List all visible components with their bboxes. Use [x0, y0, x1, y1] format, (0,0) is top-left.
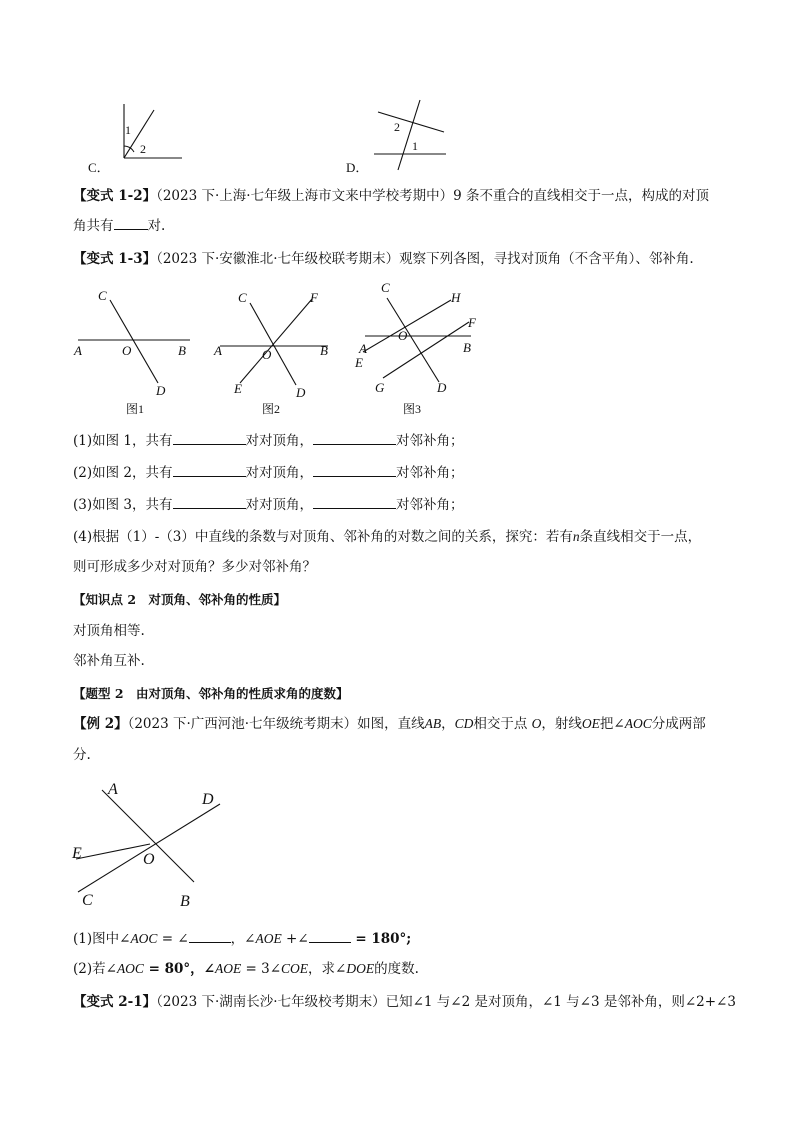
q1-text-f: +∠	[281, 931, 309, 947]
variant-2-1-line	[73, 992, 736, 1012]
type-2-heading: 【题型 2 由对顶角、邻补角的性质求角的度数】	[73, 686, 349, 701]
q2-angle-coe: COE	[281, 961, 309, 976]
ray-oe	[76, 844, 150, 859]
question-4-n: n	[572, 529, 580, 544]
angle-2-label: 2	[140, 142, 146, 156]
point-o-label: O	[262, 347, 272, 362]
figure-3	[353, 280, 488, 420]
question-3-end: 对邻补角；	[396, 497, 464, 513]
example-2-line2: 分.	[73, 747, 91, 763]
q2-angle-aoc: AOC	[116, 961, 144, 976]
point-d-label: D	[156, 383, 166, 398]
blank-vertical-angles-1[interactable]	[173, 430, 246, 445]
variant-2-1-text: （2023 下·湖南长沙·七年级校考期末）已知∠1 与∠2 是对顶角，∠1 与∠3 是邻补角，则∠2+∠3	[156, 994, 736, 1010]
variant-1-2-text-b: 对.	[147, 218, 166, 234]
question-2-end: 对邻补角；	[396, 465, 464, 481]
question-3-lead: (3)如图 3，共有	[73, 497, 173, 513]
transversal	[398, 100, 420, 170]
question-4-text-c: 则可形成多少对对顶角？多少对邻补角？	[73, 559, 316, 575]
point-c-label: C	[82, 892, 93, 909]
q2-angle-aoe: AOE	[215, 961, 242, 976]
point-b-label: B	[463, 340, 471, 355]
q1-text-g: = 180°;	[350, 931, 412, 947]
variant-1-2-line1	[73, 186, 709, 206]
point-h-label: H	[451, 290, 461, 305]
question-4-text-a: (4)根据（1）-（3）中直线的条数与对顶角、邻补角的对数之间的关系，探究：若有	[73, 529, 573, 545]
point-e-label: E	[234, 381, 242, 396]
line-cd-ref: CD	[454, 716, 474, 731]
figure-1-caption: 图1	[126, 402, 145, 416]
point-o-label: O	[122, 343, 132, 358]
q1-angle-aoc: AOC	[130, 931, 158, 946]
angle-1-label: 1	[125, 123, 131, 137]
point-o-ref: O	[531, 716, 542, 731]
example-2-question-1	[73, 928, 411, 949]
question-1-lead: (1)如图 1，共有	[73, 433, 173, 449]
example-2-question-2	[73, 959, 419, 979]
question-3-mid: 对对顶角，	[245, 497, 314, 513]
point-c-label: C	[238, 290, 247, 305]
point-b-label: B	[320, 343, 328, 358]
blank-vertical-angles-3[interactable]	[173, 494, 246, 509]
angle-2-label: 2	[394, 120, 400, 134]
q2-angle-doe: DOE	[346, 961, 375, 976]
angle-1-label: 1	[412, 139, 418, 153]
line-cd	[387, 298, 439, 382]
line-cd	[110, 300, 158, 383]
blank-adjacent-angles-3[interactable]	[313, 494, 396, 509]
question-4-text-b: 条直线相交于一点，	[579, 529, 702, 545]
blank-adjacent-angles-2[interactable]	[313, 462, 396, 477]
point-a-label: A	[108, 781, 118, 798]
option-c-label: C．	[88, 160, 110, 175]
q2-text-g: ，求∠	[308, 961, 347, 977]
line-ef	[240, 299, 312, 383]
q1-text-c: = ∠	[157, 931, 189, 947]
variant-2-1-tag: 【变式 2-1】	[73, 994, 157, 1010]
question-2-mid: 对对顶角，	[245, 465, 314, 481]
q1-angle-aoe: AOE	[255, 931, 282, 946]
example-2-text-d: 把∠	[599, 716, 625, 732]
knowledge-point-2-p2: 邻补角互补.	[73, 653, 145, 669]
example-2-tag: 【例 2】	[73, 716, 128, 732]
q1-text-a: (1)图中∠	[73, 931, 131, 947]
point-f-label: F	[310, 290, 318, 305]
point-c-label: C	[98, 288, 107, 303]
q2-text-c: = 80°，∠	[143, 961, 215, 977]
option-d-figure	[346, 98, 456, 175]
question-3	[73, 494, 464, 515]
question-4-line2	[73, 557, 316, 577]
question-1-mid: 对对顶角，	[245, 433, 314, 449]
figure-2-caption: 图2	[262, 402, 281, 416]
question-4-line1	[73, 527, 701, 547]
point-f-label: F	[468, 315, 476, 330]
example-2-line1	[73, 714, 706, 734]
q2-text-a: (2)若∠	[73, 961, 117, 977]
point-e-label: E	[72, 845, 82, 862]
point-d-label: D	[296, 385, 306, 400]
knowledge-point-2-p1: 对顶角相等.	[73, 623, 145, 639]
blank-angle-supplement[interactable]	[309, 928, 351, 943]
point-o-label: O	[398, 328, 408, 343]
blank-vertical-angles-2[interactable]	[173, 462, 246, 477]
point-d-label: D	[437, 380, 447, 395]
point-o-label: O	[143, 851, 155, 868]
blank-angle-equal[interactable]	[189, 928, 231, 943]
variant-1-3-line	[73, 249, 694, 269]
line-eh	[363, 300, 451, 352]
option-c-figure	[88, 98, 188, 175]
example-2-text-e: 分成两部	[651, 716, 706, 732]
q2-text-i: 的度数.	[374, 961, 419, 977]
answer-blank[interactable]	[114, 215, 148, 230]
question-1	[73, 430, 464, 451]
line-cd	[78, 804, 220, 892]
variant-1-3-text: （2023 下·安徽淮北·七年级校联考期末）观察下列各图，寻找对顶角（不含平角）、邻补角.	[156, 251, 694, 267]
point-b-label: B	[180, 893, 190, 910]
point-d-label: D	[202, 791, 214, 808]
figure-2	[212, 285, 342, 420]
example-2-text-a: （2023 下·广西河池·七年级统考期末）如图，直线	[127, 716, 425, 732]
q2-text-e: = 3∠	[241, 961, 282, 977]
figure-3-caption: 图3	[403, 402, 422, 416]
option-d-label: D．	[346, 160, 369, 175]
variant-1-3-tag: 【变式 1-3】	[73, 251, 157, 267]
example-2-figure	[70, 778, 240, 913]
point-e-label: E	[355, 355, 363, 370]
variant-1-2-text-a: 角共有	[73, 218, 114, 234]
blank-adjacent-angles-1[interactable]	[313, 430, 396, 445]
question-2	[73, 462, 464, 483]
question-1-end: 对邻补角；	[396, 433, 464, 449]
angle-aoc-ref: AOC	[624, 716, 652, 731]
point-b-label: B	[178, 343, 186, 358]
variant-1-2-line2	[73, 215, 165, 236]
point-g-label: G	[375, 380, 385, 395]
line-ab-ref: AB	[424, 716, 442, 731]
point-c-label: C	[381, 280, 390, 295]
line-fg	[383, 322, 469, 378]
comma: ，	[441, 716, 455, 732]
q1-text-d: ，∠	[230, 931, 256, 947]
point-a-label: A	[214, 343, 222, 358]
knowledge-point-2-heading: 【知识点 2 对顶角、邻补角的性质】	[73, 592, 287, 607]
variant-1-2-text: （2023 下·上海·七年级上海市文来中学校考期中）9 条不重合的直线相交于一点，构成的对顶	[156, 188, 709, 204]
ray-oe-ref: OE	[581, 716, 600, 731]
point-a-label: A	[74, 343, 82, 358]
example-2-text-b: 相交于点	[473, 716, 532, 732]
figure-1	[70, 285, 200, 420]
point-a-label: A	[359, 341, 367, 356]
variant-1-2-tag: 【变式 1-2】	[73, 188, 157, 204]
question-2-lead: (2)如图 2，共有	[73, 465, 173, 481]
example-2-text-c: ，射线	[541, 716, 582, 732]
